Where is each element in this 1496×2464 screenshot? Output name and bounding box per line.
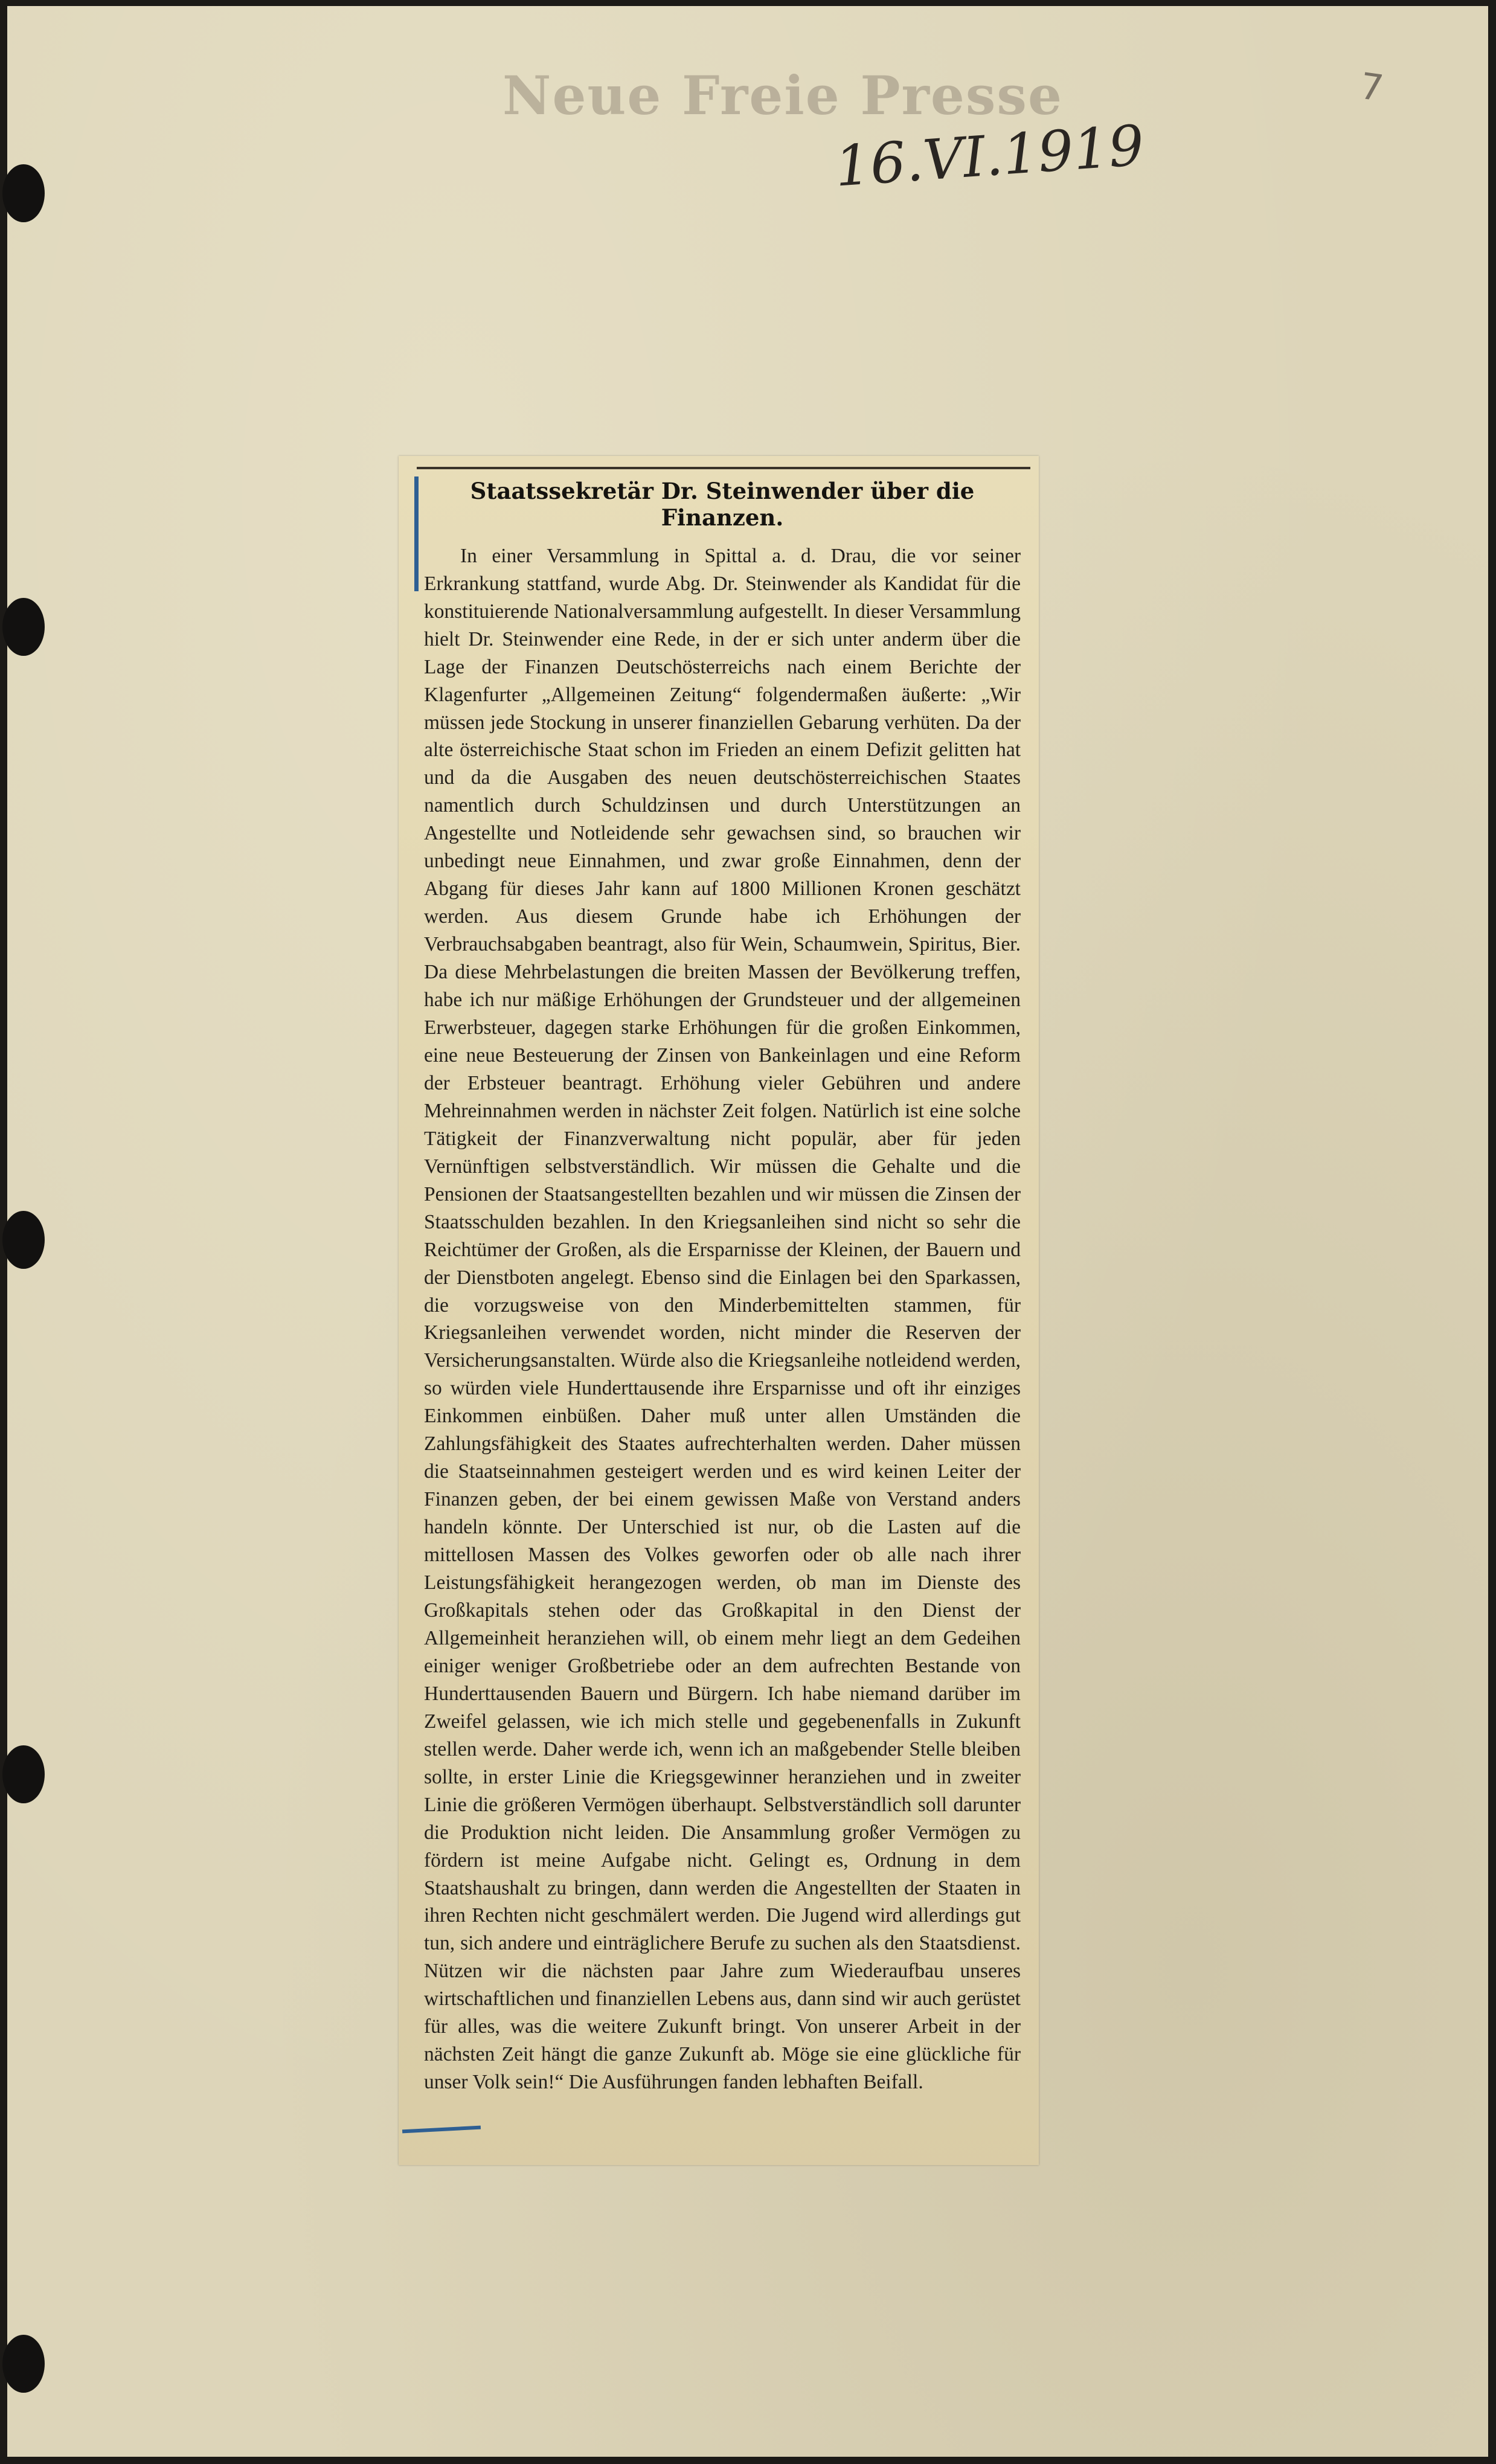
punch-hole bbox=[2, 2335, 45, 2393]
newspaper-stamp: Neue Freie Presse bbox=[502, 64, 1063, 127]
article-title: Staatssekretär Dr. Steinwender über die Finanzen. bbox=[470, 478, 975, 531]
punch-hole bbox=[2, 598, 45, 656]
page-number: 7 bbox=[1357, 65, 1386, 111]
top-rule bbox=[417, 467, 1030, 469]
blue-pencil-mark bbox=[414, 476, 419, 591]
punch-hole bbox=[2, 1745, 45, 1803]
blue-pencil-underline bbox=[402, 2126, 481, 2134]
punch-hole bbox=[2, 164, 45, 222]
newspaper-clipping bbox=[399, 456, 1039, 2165]
punch-hole bbox=[2, 1211, 45, 1269]
handwritten-date: 16.VI.1919 bbox=[832, 113, 1146, 199]
article-body: In einer Versammlung in Spittal a. d. Drau, die vor seiner Erkrankung stattfand, wurde Abg. Dr. Steinwender als Kandidat für die konstituierende Nationalversammlung aufgestellt. In dieser Versammlung hielt Dr. Steinwender eine Rede, in der er sich unter anderm über die Lage der Finanzen Deutschösterreichs nach einem Berichte der Klagenfurter „Allgemeinen Zeitung“ folgendermaßen äußerte: „Wir müssen jede Stockung in unserer finanziellen Gebarung verhüten. Da der alte österreichische Staat schon im Frieden an einem Defizit gelitten hat und da die Ausgaben des neuen deutschösterreichischen Staates namentlich durch Schuldzinsen und durch Unterstützungen an Angestellte und Notleidende sehr gewachsen sind, so brauchen wir unbedingt neue Einnahmen, und zwar große Einnahmen, denn der Abgang für dieses Jahr kann auf 1800 Millionen Kronen geschätzt werden. Aus diesem Grunde habe ich Erhöhungen der Verbrauchsabgaben beantragt, also für Wein, Schaumwein, Spiritus, Bier. Da diese Mehrbelastungen die breiten Massen der Bevölkerung treffen, habe ich nur mäßige Erhöhungen der Grundsteuer und der allgemeinen Erwerbsteuer, dagegen starke Erhöhungen für die großen Einkommen, eine neue Besteuerung der Zinsen von Bankeinlagen und eine Reform der Erbsteuer beantragt. Erhöhung vieler Gebühren und andere Mehreinnahmen werden in nächster Zeit folgen. Natürlich ist eine solche Tätigkeit der Finanzverwaltung nicht populär, aber für jeden Vernünftigen selbstverständlich. Wir müssen die Gehalte und die Pensionen der Staatsangestellten bezahlen und wir müssen die Zinsen der Staatsschulden bezahlen. In den Kriegsanleihen sind nicht so sehr die Reichtümer der Großen, als die Ersparnisse der Kleinen, der Bauern und der Dienstboten angelegt. Ebenso sind die Einlagen bei den Sparkassen, die vorzugsweise von den Minderbemittelten stammen, für Kriegsanleihen verwendet worden, nicht minder die Reserven der Versicherungsanstalten. Würde also die Kriegsanleihe notleidend werden, so würden viele Hunderttausende ihre Ersparnisse und oft ihr einziges Einkommen einbüßen. Daher muß unter allen Umständen die Zahlungsfähigkeit des Staates aufrechterhalten werden. Daher müssen die Staatseinnahmen gesteigert werden und es wird keinen Leiter der Finanzen geben, der bei einem gewissen Maße von Verstand anders handeln könnte. Der Unterschied ist nur, ob die Lasten auf die mittellosen Massen des Volkes geworfen oder ob alle nach ihrer Leistungsfähigkeit herangezogen werden, ob man im Dienste des Großkapitals stehen oder das Großkapital in den Dienst der Allgemeinheit heranziehen will, ob einem mehr liegt an dem Gedeihen einiger weniger Großbetriebe oder an dem aufrechten Bestande von Hunderttausenden Bauern und Bürgern. Ich habe niemand darüber im Zweifel gelassen, wie ich mich stelle und gegebenenfalls in Zukunft stellen werde. Daher werde ich, wenn ich an maßgebender Stelle bleiben sollte, in erster Linie die Kriegsgewinner heranziehen und in zweiter Linie die größeren Vermögen überhaupt. Selbstverständlich soll darunter die Produktion nicht leiden. Die Ansammlung großer Vermögen zu fördern ist meine Aufgabe nicht. Gelingt es, Ordnung in dem Staatshaushalt zu bringen, dann werden die Angestellten der Staaten in ihren Rechten nicht geschmälert werden. Die Jugend wird allerdings gut tun, sich andere und einträglichere Berufe zu suchen als den Staatsdienst. Nützen wir die nächsten paar Jahre zum Wiederaufbau unseres wirtschaftlichen und finanziellen Lebens aus, dann sind wir auch gerüstet für alles, was die weitere Zukunft bringt. Von unserer Arbeit in der nächsten Zeit hängt die ganze Zukunft ab. Möge sie eine glückliche für unser Volk sein!“ Die Ausführungen fanden lebhaften Beifall. bbox=[424, 544, 1021, 2094]
archive-sheet bbox=[7, 6, 1488, 2457]
